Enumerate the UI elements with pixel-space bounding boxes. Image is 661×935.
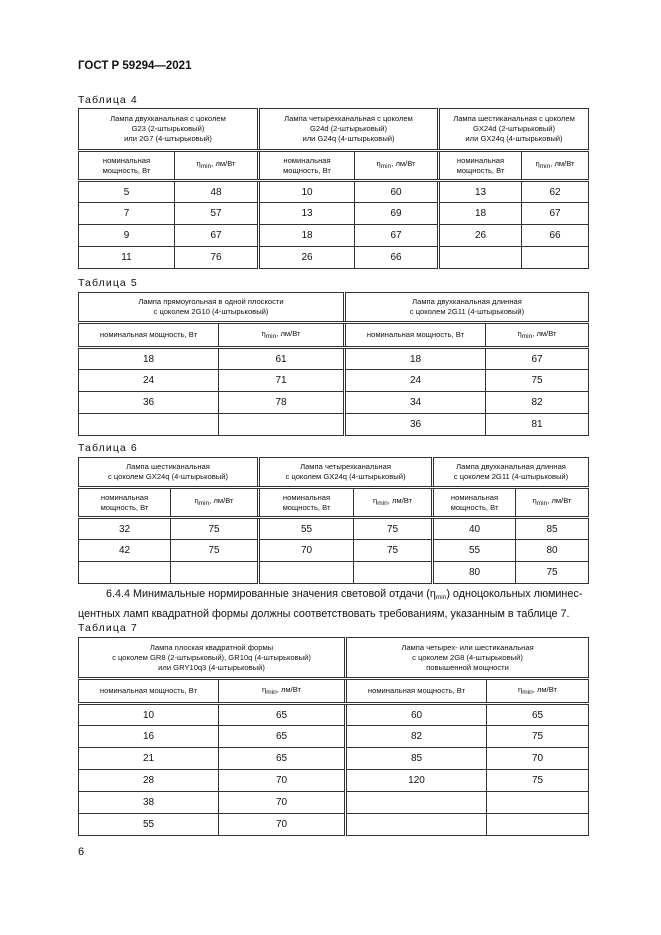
col-header-line: мощность, Вт (283, 165, 331, 175)
col-header-power: номинальная мощность, Вт (79, 679, 219, 704)
table-cell: 11 (79, 247, 175, 269)
col-header-power (79, 488, 171, 518)
eta-subscript: min (377, 500, 388, 507)
col-header-line: номинальная (282, 492, 331, 502)
group-line: с цоколем 2G11 (4-штырьковый) (453, 472, 569, 481)
col-header-eta (355, 151, 439, 181)
group-line: Лампа четырехканальная (300, 462, 391, 471)
group-line: с цоколем GR8 (2-штырьковый), GR10q (4-штырьковый) (112, 652, 311, 662)
group-line: Лампа шестиканальная с цоколем (453, 114, 575, 123)
table-cell (439, 247, 522, 269)
table-cell: 60 (346, 704, 487, 726)
table-cell: 69 (355, 203, 439, 225)
eta-symbol: η (376, 159, 381, 168)
table-cell: 75 (354, 518, 433, 540)
table-cell: 9 (79, 225, 175, 247)
group-line: Лампа четырех- или шестиканальная (401, 642, 534, 652)
group-line: GX24d (2-штырьковый) (472, 124, 556, 133)
col-header-eta (171, 488, 259, 518)
table-cell: 70 (219, 814, 346, 836)
table-row (79, 792, 589, 814)
table-cell: 24 (79, 370, 219, 392)
eta-subscript: min (265, 332, 277, 340)
col-header-line: номинальная (456, 155, 505, 165)
col-header-power (259, 151, 355, 181)
table-row (79, 704, 589, 726)
table-cell: 10 (79, 704, 219, 726)
eta-subscript: min (435, 594, 447, 601)
col-header-line: номинальная (450, 492, 499, 502)
table-7-caption: Таблица 7 (78, 622, 138, 634)
table-5 (78, 292, 589, 436)
table-cell: 40 (433, 518, 516, 540)
table-cell: 42 (79, 540, 171, 562)
col-header-power (259, 488, 354, 518)
table-cell: 55 (259, 518, 354, 540)
table-6 (78, 457, 589, 584)
table-cell (487, 792, 589, 814)
group-line: или GX24q (4-штырьковый) (465, 134, 563, 143)
page-number: 6 (78, 846, 85, 858)
eta-symbol: η (429, 588, 436, 600)
table-cell: 80 (516, 540, 589, 562)
group-line: G23 (2-штырьковый) (131, 124, 205, 133)
table-row (79, 370, 589, 392)
group-line: с цоколем GX24q (4-штырьковый) (108, 472, 228, 481)
table-cell: 82 (346, 726, 487, 748)
table-cell: 65 (219, 726, 346, 748)
group-line: Лампа двухканальная длинная (412, 297, 522, 306)
table-cell: 80 (433, 562, 516, 584)
table-cell: 85 (516, 518, 589, 540)
table-cell: 10 (259, 181, 355, 203)
col-header-line: номинальная (102, 155, 151, 165)
table-7-group-2 (346, 638, 589, 679)
eta-subscript: min (198, 500, 210, 507)
eta-subscript: min (200, 163, 212, 170)
group-line: Лампа шестиканальная (126, 462, 210, 471)
table-cell: 18 (79, 348, 219, 370)
eta-subscript: min (522, 688, 533, 696)
table-cell: 13 (439, 181, 522, 203)
group-line: с цоколем 2G8 (4-штырьковый) (412, 652, 523, 662)
table-cell: 75 (487, 726, 589, 748)
table-row (79, 770, 589, 792)
table-5-group-2 (345, 293, 589, 323)
table-cell: 65 (219, 704, 346, 726)
col-header-eta (175, 151, 259, 181)
table-cell: 71 (219, 370, 345, 392)
table-cell: 36 (345, 414, 486, 436)
group-line: G24d (2-штырьковый) (309, 124, 388, 133)
eta-unit: , лм/Вт (391, 159, 416, 168)
table-cell: 28 (79, 770, 219, 792)
table-cell: 66 (355, 247, 439, 269)
table-cell (171, 562, 259, 584)
table-cell (219, 414, 345, 436)
col-header-eta (516, 488, 589, 518)
table-row (79, 814, 589, 836)
col-header-power (79, 151, 175, 181)
col-header-eta (486, 323, 589, 348)
col-header-line: мощность, Вт (102, 165, 151, 175)
eta-subscript: min (266, 688, 277, 696)
group-line: или 2G7 (4-штырьковый) (124, 134, 212, 143)
table-cell (346, 814, 487, 836)
table-row (79, 348, 589, 370)
eta-symbol: η (535, 159, 540, 168)
table-row (79, 518, 589, 540)
eta-unit: , лм/Вт (550, 159, 575, 168)
col-header-power: номинальная мощность, Вт (79, 323, 219, 348)
table-cell: 76 (175, 247, 259, 269)
eta-subscript: min (536, 500, 548, 507)
table-cell: 82 (486, 392, 589, 414)
table-cell: 65 (219, 748, 346, 770)
eta-symbol: η (518, 684, 523, 694)
table-cell: 13 (259, 203, 355, 225)
table-cell: 70 (219, 770, 346, 792)
group-line: Лампа четырехканальная с цоколем (284, 114, 413, 123)
group-line: Лампа прямоугольная в одной плоскости (138, 297, 284, 306)
col-header-eta (487, 679, 589, 704)
table-row (79, 726, 589, 748)
table-cell: 85 (346, 748, 487, 770)
table-row (79, 540, 589, 562)
eta-symbol: η (194, 496, 199, 505)
group-line: Лампа двухканальная с цоколем (110, 114, 226, 123)
table-cell: 26 (439, 225, 522, 247)
table-cell: 18 (345, 348, 486, 370)
table-row (79, 203, 589, 225)
table-6-group-3 (433, 458, 589, 488)
col-header-line: номинальная (283, 155, 331, 165)
col-header-line: мощность, Вт (282, 502, 331, 512)
table-cell (487, 814, 589, 836)
table-4 (78, 108, 589, 269)
table-cell: 81 (486, 414, 589, 436)
table-cell: 78 (219, 392, 345, 414)
eta-unit: , лм/Вт (211, 159, 236, 168)
col-header-line: номинальная (100, 492, 149, 502)
table-cell: 18 (439, 203, 522, 225)
eta-symbol: η (517, 328, 522, 338)
table-6-group-1 (79, 458, 259, 488)
group-line: или GRY10q3 (4-штырьковый) (158, 662, 265, 672)
col-header-power: номинальная мощность, Вт (346, 679, 487, 704)
table-cell: 57 (175, 203, 259, 225)
table-cell: 70 (259, 540, 354, 562)
table-cell: 67 (486, 348, 589, 370)
table-cell: 48 (175, 181, 259, 203)
table-cell: 55 (79, 814, 219, 836)
col-header-eta (219, 323, 345, 348)
eta-unit: , лм/Вт (547, 496, 572, 505)
table-4-group-2 (259, 109, 439, 151)
group-line: с цоколем GX24q (4-штырьковый) (285, 472, 406, 481)
table-cell (79, 562, 171, 584)
table-5-caption: Таблица 5 (78, 277, 138, 289)
eta-symbol: η (373, 496, 378, 505)
eta-symbol: η (532, 496, 537, 505)
eta-subscript: min (380, 163, 392, 170)
document-header: ГОСТ Р 59294—2021 (78, 60, 192, 72)
table-4-group-1 (79, 109, 259, 151)
table-cell: 61 (219, 348, 345, 370)
table-cell: 75 (171, 540, 259, 562)
col-header-line: мощность, Вт (456, 165, 505, 175)
group-line: повышенной мощности (426, 662, 509, 672)
table-cell: 75 (354, 540, 433, 562)
table-6-caption: Таблица 6 (78, 442, 138, 454)
paragraph-6-4-4 (78, 586, 588, 623)
eta-symbol: η (262, 684, 267, 694)
table-4-group-3 (439, 109, 589, 151)
eta-symbol: η (196, 159, 201, 168)
paragraph-text: ) одноцокольных люминес- (446, 588, 583, 600)
table-cell: 67 (355, 225, 439, 247)
table-cell: 34 (345, 392, 486, 414)
table-cell: 62 (522, 181, 589, 203)
table-7-group-1 (79, 638, 346, 679)
table-cell: 16 (79, 726, 219, 748)
eta-subscript: min (521, 332, 533, 340)
eta-subscript: min (539, 163, 551, 170)
table-cell: 24 (345, 370, 486, 392)
table-cell: 7 (79, 203, 175, 225)
table-cell: 70 (219, 792, 346, 814)
table-cell: 75 (516, 562, 589, 584)
table-5-group-1 (79, 293, 345, 323)
table-cell (354, 562, 433, 584)
table-cell: 55 (433, 540, 516, 562)
table-row (79, 181, 589, 203)
col-header-eta (522, 151, 589, 181)
table-cell: 65 (487, 704, 589, 726)
table-cell: 38 (79, 792, 219, 814)
table-cell: 36 (79, 392, 219, 414)
table-cell (259, 562, 354, 584)
group-line: с цоколем 2G10 (4-штырьковый) (153, 307, 269, 316)
table-cell: 26 (259, 247, 355, 269)
eta-unit: , лм/Вт (387, 496, 413, 505)
table-cell: 67 (175, 225, 259, 247)
table-row (79, 414, 589, 436)
paragraph-line-2: центных ламп квадратной формы должны соответствовать требованиям, указанным в таблице 7. (78, 608, 570, 620)
table-6-group-2 (259, 458, 433, 488)
table-row (79, 562, 589, 584)
eta-unit: , лм/Вт (276, 684, 301, 694)
group-line: Лампа двухканальная длинная (456, 462, 566, 471)
group-line: с цоколем 2G11 (4-штырьковый) (409, 307, 525, 316)
table-cell: 75 (486, 370, 589, 392)
eta-unit: , лм/Вт (532, 328, 557, 338)
table-cell (79, 414, 219, 436)
col-header-power: номинальная мощность, Вт (345, 323, 486, 348)
paragraph-line-1 (78, 586, 588, 606)
table-cell: 66 (522, 225, 589, 247)
col-header-line: мощность, Вт (100, 502, 149, 512)
table-row (79, 225, 589, 247)
table-cell: 21 (79, 748, 219, 770)
group-line: Лампа плоская квадратной формы (149, 642, 274, 652)
table-cell (522, 247, 589, 269)
eta-unit: , лм/Вт (532, 684, 558, 694)
col-header-eta (354, 488, 433, 518)
table-cell (346, 792, 487, 814)
table-cell: 5 (79, 181, 175, 203)
table-7 (78, 637, 589, 836)
table-cell: 32 (79, 518, 171, 540)
table-cell: 120 (346, 770, 487, 792)
paragraph-text: 6.4.4 Минимальные нормированные значения световой отдачи ( (106, 588, 430, 600)
eta-symbol: η (261, 328, 266, 338)
table-cell: 70 (487, 748, 589, 770)
col-header-line: мощность, Вт (450, 502, 499, 512)
table-row (79, 247, 589, 269)
eta-unit: , лм/Вт (209, 496, 234, 505)
col-header-eta (219, 679, 346, 704)
table-cell: 67 (522, 203, 589, 225)
col-header-power (433, 488, 516, 518)
group-line: или G24q (4-штырьковый) (302, 134, 395, 143)
table-row (79, 392, 589, 414)
eta-unit: , лм/Вт (276, 328, 301, 338)
col-header-power (439, 151, 522, 181)
table-cell: 18 (259, 225, 355, 247)
table-cell: 75 (487, 770, 589, 792)
table-cell: 60 (355, 181, 439, 203)
table-cell: 75 (171, 518, 259, 540)
table-4-caption: Таблица 4 (78, 94, 138, 106)
table-row (79, 748, 589, 770)
